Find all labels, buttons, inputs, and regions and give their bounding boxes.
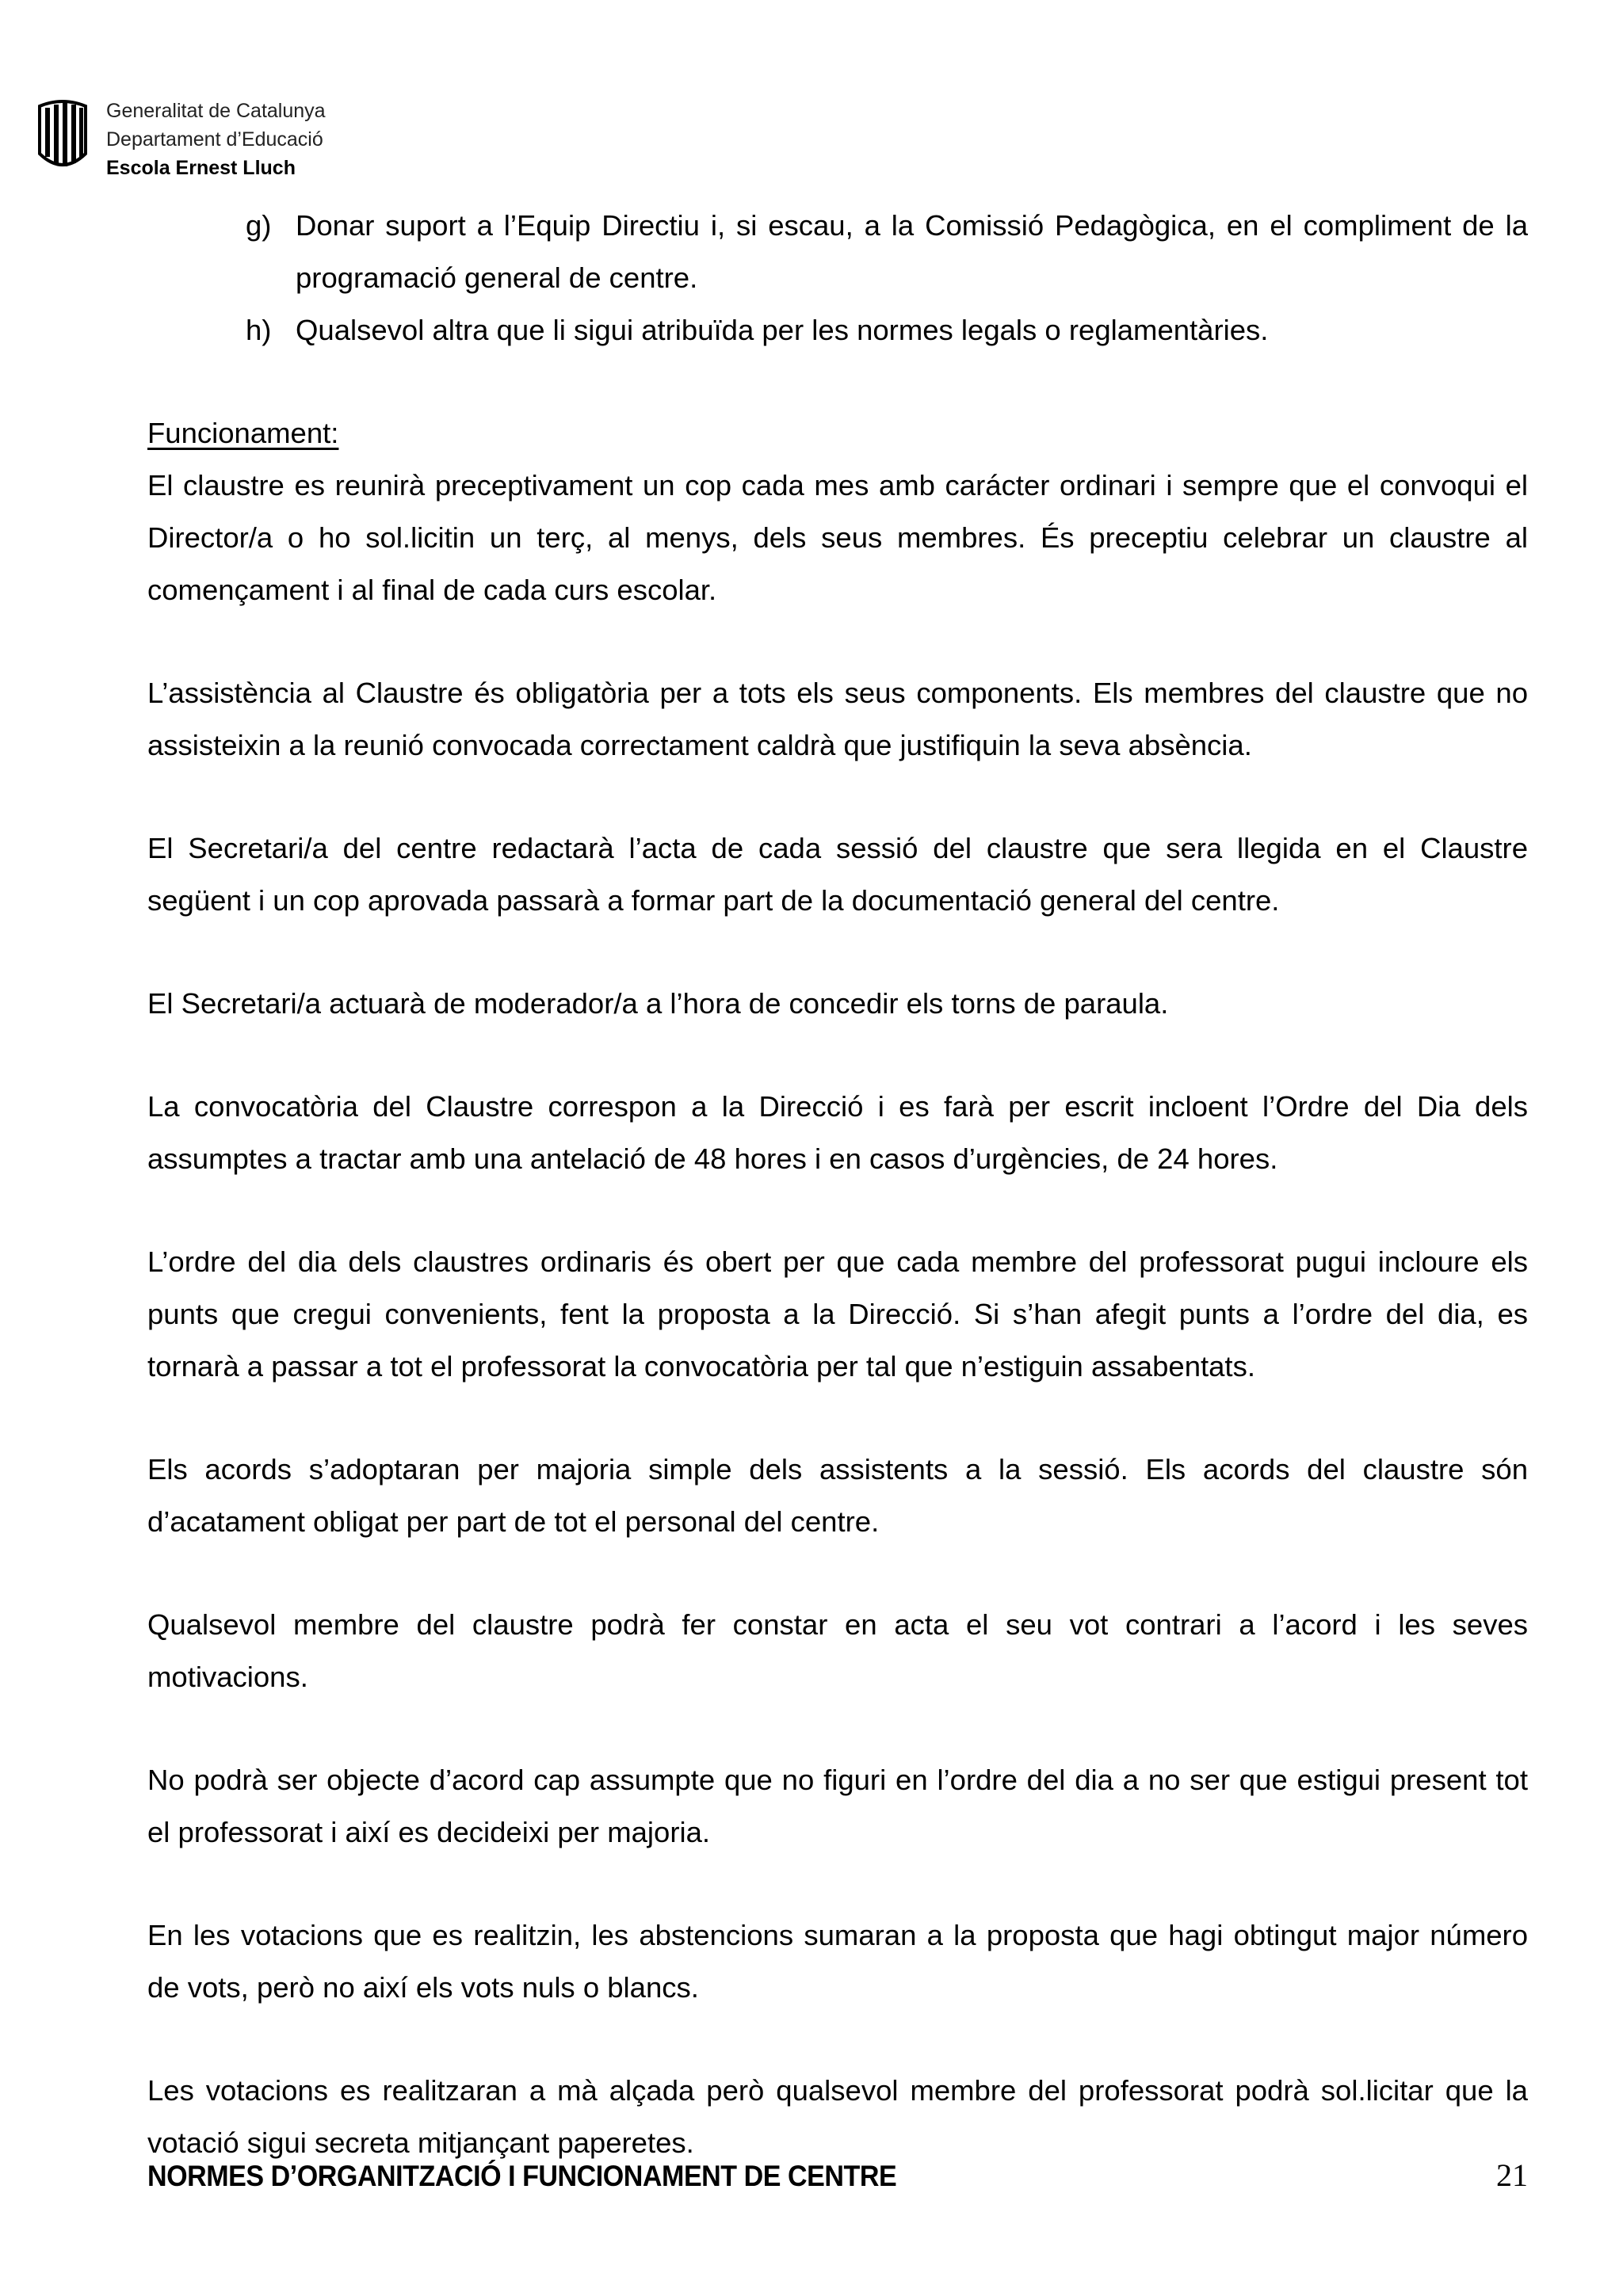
paragraph: En les votacions que es realitzin, les abstencions sumaran a la proposta que hagi obtingut major número de vots, però no així els vots nuls o blancs. — [147, 1919, 1528, 2004]
spacer — [147, 772, 1528, 822]
paragraph: El Secretari/a actuarà de moderador/a a l’hora de concedir els torns de paraula. — [147, 987, 1169, 1020]
paragraph: No podrà ser objecte d’acord cap assumpte que no figuri en l’ordre del dia a no ser que estigui present tot el professorat i així es decideixi per majoria. — [147, 1764, 1528, 1848]
paragraph: La convocatòria del Claustre correspon a la Direcció i es farà per escrit incloent l’Ordre del Dia dels assumptes a tractar amb una antelació de 48 hores i en casos d’urgències, de 24 hores. — [147, 1090, 1528, 1175]
list-text: Qualsevol altra que li sigui atribuïda per les normes legals o reglamentàries. — [296, 314, 1269, 346]
paragraph: L’assistència al Claustre és obligatòria per a tots els seus components. Els membres del claustre que no assisteixin a la reunió convocada correctament caldrà que justifiquin la seva absència. — [147, 677, 1528, 761]
header-department: Departament d’Educació — [106, 128, 323, 151]
spacer — [147, 357, 1528, 407]
spacer — [147, 1030, 1528, 1081]
document-body — [147, 200, 1528, 2169]
header-org-name: Generalitat de Catalunya — [106, 100, 326, 122]
spacer — [147, 1185, 1528, 1236]
paragraph: Els acords s’adoptaran per majoria simple dels assistents a la sessió. Els acords del claustre són d’acatament obligat per part de tot el personal del centre. — [147, 1453, 1528, 1538]
spacer — [147, 927, 1528, 978]
generalitat-logo-icon — [36, 98, 89, 173]
paragraph: Qualsevol membre del claustre podrà fer constar en acta el seu vot contrari a l’acord i les seves motivacions. — [147, 1608, 1528, 1693]
spacer — [147, 2014, 1528, 2065]
paragraph: Les votacions es realitzaran a mà alçada però qualsevol membre del professorat podrà sol.licitar que la votació sigui secreta mitjançant paperetes. — [147, 2074, 1528, 2159]
spacer — [147, 1548, 1528, 1599]
spacer — [147, 1703, 1528, 1754]
spacer — [147, 1859, 1528, 1909]
page-number: 21 — [1496, 2157, 1528, 2193]
list-marker: g) — [246, 209, 272, 242]
footer-title: NORMES D’ORGANITZACIÓ I FUNCIONAMENT DE CENTRE — [147, 2160, 897, 2192]
paragraph: L’ordre del dia dels claustres ordinaris és obert per que cada membre del professorat pugui incloure els punts que cregui convenients, fent la proposta a la Direcció. Si s’han afegit punts a l’ordre del dia, es tornarà a passar a tot el professorat la convocatòria per tal que n’estiguin assabentats. — [147, 1245, 1528, 1383]
paragraph: El claustre es reunirà preceptivament un cop cada mes amb carácter ordinari i sempre que el convoqui el Director/a o ho sol.licitin un terç, al menys, dels seus membres. És preceptiu celebrar un claustre al començament i al final de cada curs escolar. — [147, 469, 1528, 606]
page-footer — [147, 2157, 1528, 2194]
letterhead — [36, 97, 326, 182]
section-title: Funcionament: — [147, 417, 339, 449]
list-marker: h) — [246, 314, 272, 346]
spacer — [147, 616, 1528, 667]
list-text: Donar suport a l’Equip Directiu i, si escau, a la Comissió Pedagògica, en el compliment de la programació general de centre. — [296, 209, 1528, 294]
header-school-name: Escola Ernest Lluch — [106, 157, 296, 179]
list-item-g — [246, 200, 1528, 304]
spacer — [147, 1393, 1528, 1444]
paragraph: El Secretari/a del centre redactarà l’acta de cada sessió del claustre que sera llegida en el Claustre següent i un cop aprovada passarà a formar part de la documentació general del centre. — [147, 832, 1528, 917]
list-item-h — [246, 304, 1528, 357]
